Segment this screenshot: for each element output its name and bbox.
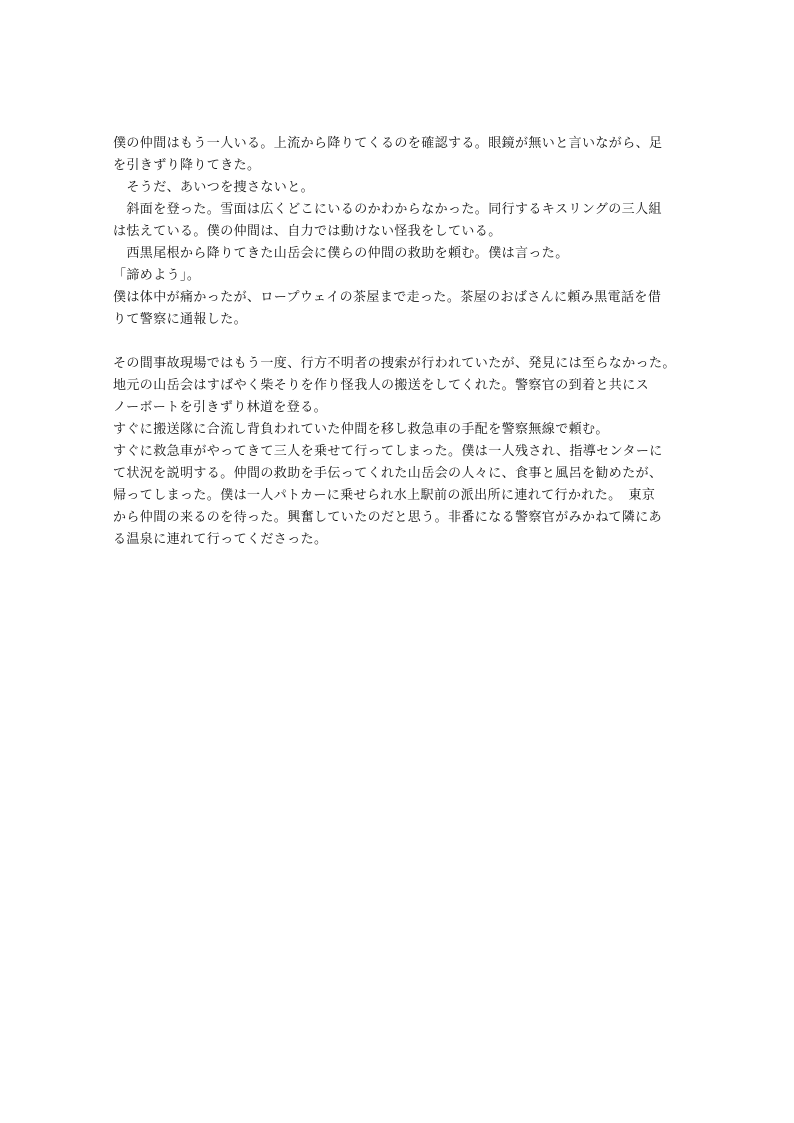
- document-body: [113, 133, 688, 551]
- text-line: すぐに救急車がやってきて三人を乗せて行ってしまった。僕は一人残され、指導センターに: [113, 444, 663, 459]
- text-line: 「諦めよう」。: [113, 268, 201, 283]
- text-line: て状況を説明する。仲間の救助を手伝ってくれた山岳会の人々に、食事と風呂を勧めたが、: [113, 466, 663, 481]
- text-line: 斜面を登った。雪面は広くどこにいるのかわからなかった。同行するキスリングの三人組: [113, 202, 662, 217]
- text-line: 西黒尾根から降りてきた山岳会に僕らの仲間の救助を頼む。僕は言った。: [113, 246, 569, 261]
- text-line: から仲間の来るのを待った。興奮していたのだと思う。非番になる警察官がみかねて隣にあ: [113, 510, 663, 525]
- paragraph-2: [113, 353, 688, 551]
- paragraph-gap: [113, 331, 688, 353]
- text-line: すぐに搬送隊に合流し背負われていた仲間を移し救急車の手配を警察無線で頼む。: [113, 422, 609, 437]
- text-line: そうだ、あいつを捜さないと。: [113, 180, 315, 195]
- text-line: を引きずり降りてきた。: [113, 158, 261, 173]
- text-line: 地元の山岳会はすばやく柴そりを作り怪我人の搬送をしてくれた。警察官の到着と共にス: [113, 378, 650, 393]
- text-line: は怯えている。僕の仲間は、自力では動けない怪我をしている。: [113, 224, 502, 239]
- text-line: 僕の仲間はもう一人いる。上流から降りてくるのを確認する。眼鏡が無いと言いながら、足: [113, 136, 663, 151]
- text-line: 帰ってしまった。僕は一人パトカーに乗せられ水上駅前の派出所に連れて行かれた。 東京: [113, 488, 656, 503]
- text-line: その間事故現場ではもう一度、行方不明者の捜索が行われていたが、発見には至らなかった。: [113, 356, 676, 371]
- text-line: 僕は体中が痛かったが、ロープウェイの茶屋まで走った。茶屋のおばさんに頼み黒電話を借: [113, 290, 662, 305]
- text-line: りて警察に通報した。: [113, 312, 248, 327]
- text-line: ノーボートを引きずり林道を登る。: [113, 400, 328, 415]
- text-line: る温泉に連れて行ってくださった。: [113, 532, 328, 547]
- paragraph-1: [113, 133, 688, 331]
